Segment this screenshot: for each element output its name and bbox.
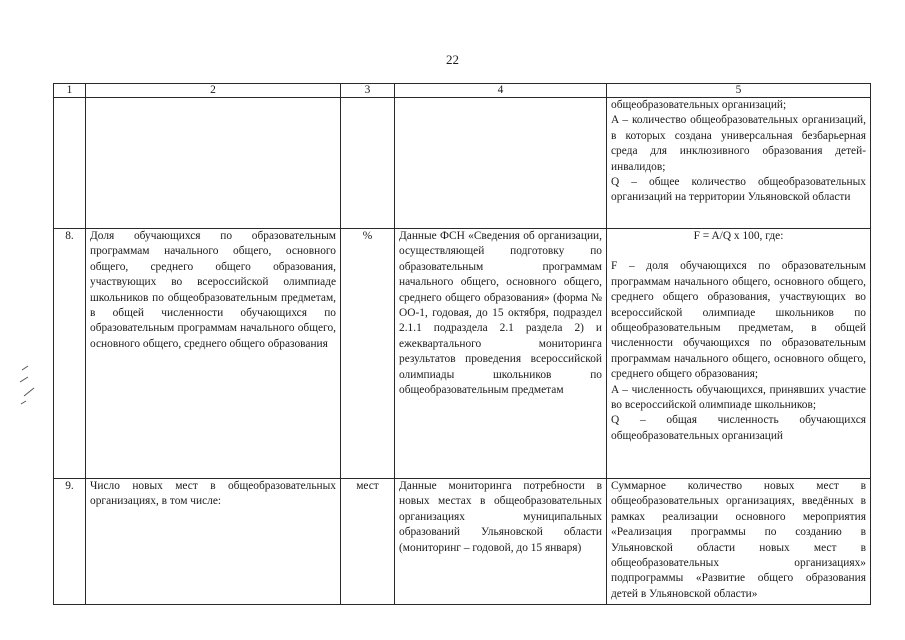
row-number: 9. (54, 479, 86, 605)
table-header-row (54, 84, 871, 98)
cont-unit-cell (341, 98, 395, 229)
unit: % (341, 229, 395, 479)
row-number: 8. (54, 229, 86, 479)
header-cell-3: 3 (341, 84, 395, 98)
cont-name-cell (86, 98, 341, 229)
scan-artifact-marks (18, 360, 38, 410)
data-source: Данные ФСН «Сведения об организации, осуществляющей подготовку по образовательным программам начального общего, основного общего, среднего общего образования» (форма № ОО-1, годовая, до 15 октября, подраздел 2.1.1 подраздела 2.1 раздела 2) и ежеквартального мониторинга результатов проведения всероссийской олимпиады школьников по общеобразовательным предметам (395, 229, 607, 479)
cont-num-cell (54, 98, 86, 229)
indicator-name: Доля обучающихся по образовательным программам начального общего, основного общего, среднего общего образования, участвующих во всероссийской олимпиаде школьников по общеобразовательным предметам, в общей численности обучающихся по образовательным программам начального общего, основного общего, среднего общего образования (86, 229, 341, 479)
method-line: Суммарное количество новых мест в общеобразовательных организациях, введённых в рамках реализации основного мероприятия «Реализация программы по созданию в Ульяновской области новых мест в общеобразовательных организациях» подпрограммы «Развитие общего образования детей в Ульяновской области» (611, 480, 866, 600)
unit: мест (341, 479, 395, 605)
indicator-name: Число новых мест в общеобразовательных организациях, в том числе: (86, 479, 341, 605)
method-line: A – численность обучающихся, принявших участие во всероссийской олимпиаде школьников; (611, 383, 866, 412)
method-line: Q – общая численность обучающихся общеобразовательных организаций (611, 414, 866, 442)
cont-source-cell (395, 98, 607, 229)
cont-method-line: A – количество общеобразовательных организаций, в которых создана универсальная безбарьерная среда для инклюзивного образования детей-инвалидов; (611, 114, 866, 173)
table-row-8 (54, 229, 871, 479)
indicators-table (53, 83, 871, 605)
calculation-method (607, 479, 871, 605)
page-number: 22 (446, 52, 459, 67)
table-row-9 (54, 479, 871, 605)
continuation-row (54, 98, 871, 229)
calculation-method (607, 229, 871, 479)
header-cell-1: 1 (54, 84, 86, 98)
spacer (611, 244, 866, 259)
header-cell-4: 4 (395, 84, 607, 98)
cont-method-cell (607, 98, 871, 229)
cont-method-line: общеобразовательных организаций; (611, 99, 787, 111)
header-cell-5: 5 (607, 84, 871, 98)
header-cell-2: 2 (86, 84, 341, 98)
cont-method-line: Q – общее количество общеобразовательных организаций на территории Ульяновской области (611, 176, 866, 204)
formula: F = A/Q х 100, где: (693, 230, 784, 242)
data-source: Данные мониторинга потребности в новых местах в общеобразовательных организациях муниципальных образований Ульяновской области (мониторинг – годовой, до 15 января) (395, 479, 607, 605)
method-line: F – доля обучающихся по образовательным программам начального общего, основного общего, среднего общего образования, участвующих во всероссийской олимпиаде школьников по общеобразовательным предметам, в общей численности обучающихся по образовательным программам начального общего, основного общего, среднего общего образования; (611, 260, 866, 381)
